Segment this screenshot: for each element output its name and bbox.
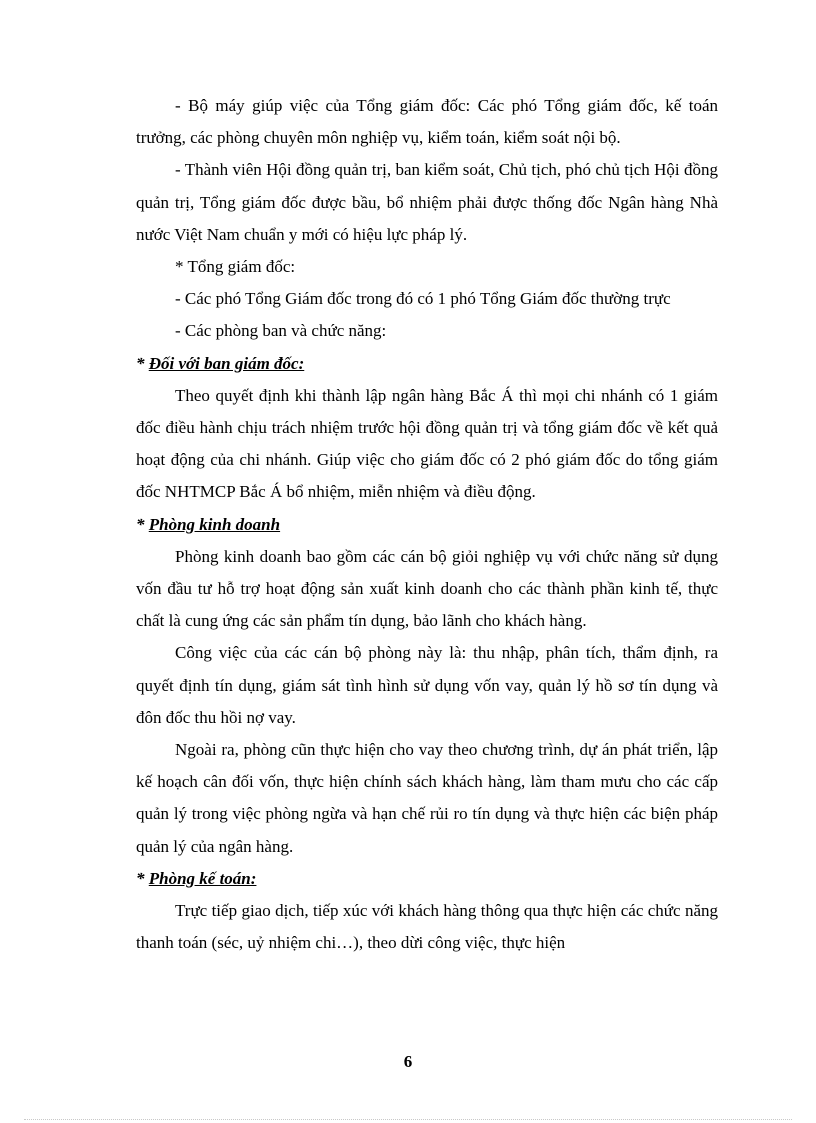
paragraph-branch-director: Theo quyết định khi thành lập ngân hàng Bắc Á thì mọi chi nhánh có 1 giám đốc điều hành chịu trách nhiệm trước hội đồng quản trị và tổng giám đốc về kết quả hoạt động của chi nhánh. Giúp việc cho giám đốc có 2 phó giám đốc do tổng giám đốc NHTMCP Bắc Á bổ nhiệm, miễn nhiệm và điều động. — [136, 385, 718, 502]
heading-business-department — [136, 509, 718, 541]
heading-bullet: * — [136, 353, 149, 373]
paragraph-deputy-directors: - Các phó Tổng Giám đốc trong đó có 1 phó Tổng Giám đốc thường trực — [175, 289, 671, 309]
heading-text: Đối với ban giám đốc: — [148, 353, 305, 373]
heading-bullet: * — [136, 868, 149, 888]
paragraph-general-director: * Tổng giám đốc: — [175, 257, 296, 277]
paragraph-business-work: Công việc của các cán bộ phòng này là: thu nhập, phân tích, thẩm định, ra quyết định tín dụng, giám sát tình hình sử dụng vốn vay, quản lý hồ sơ tín dụng và đôn đốc thu hồi nợ vay. — [136, 643, 718, 727]
paragraph-board-members: - Thành viên Hội đồng quản trị, ban kiểm soát, Chủ tịch, phó chủ tịch Hội đồng quản trị, Tổng giám đốc được bầu, bổ nhiệm phải được thống đốc Ngân hàng Nhà nước Việt Nam chuẩn y mới có hiệu lực pháp lý. — [136, 160, 718, 244]
footer-divider — [24, 1119, 792, 1120]
page-number: 6 — [403, 1052, 413, 1071]
paragraph-accounting-function: Trực tiếp giao dịch, tiếp xúc với khách hàng thông qua thực hiện các chức năng thanh toán (séc, uỷ nhiệm chi…), theo dừi công việc, thực hiện — [136, 901, 718, 953]
paragraph-advisory-board: - Bộ máy giúp việc của Tổng giám đốc: Các phó Tổng giám đốc, kế toán trưởng, các phòng chuyên môn nghiệp vụ, kiểm toán, kiểm soát nội bộ. — [136, 96, 718, 148]
heading-text: Phòng kế toán: — [148, 868, 257, 888]
heading-accounting-department — [136, 863, 718, 895]
heading-text: Phòng kinh doanh — [148, 514, 281, 534]
document-body — [136, 90, 718, 959]
paragraph-departments: - Các phòng ban và chức năng: — [175, 321, 387, 341]
heading-bullet: * — [136, 514, 149, 534]
paragraph-business-function: Phòng kinh doanh bao gồm các cán bộ giỏi nghiệp vụ với chức năng sử dụng vốn đầu tư hỗ trợ hoạt động sản xuất kinh doanh cho các thành phần kinh tế, thực chất là cung ứng các sản phẩm tín dụng, bảo lãnh cho khách hàng. — [136, 546, 718, 631]
heading-board-of-directors — [136, 348, 718, 380]
paragraph-business-other: Ngoài ra, phòng cũn thực hiện cho vay theo chương trình, dự án phát triển, lập kế hoạch cân đối vốn, thực hiện chính sách khách hàng, làm tham mưu cho các cấp quản lý trong việc phòng ngừa và hạn chế rủi ro tín dụng và thực hiện các biện pháp quản lý của ngân hàng. — [136, 740, 718, 856]
